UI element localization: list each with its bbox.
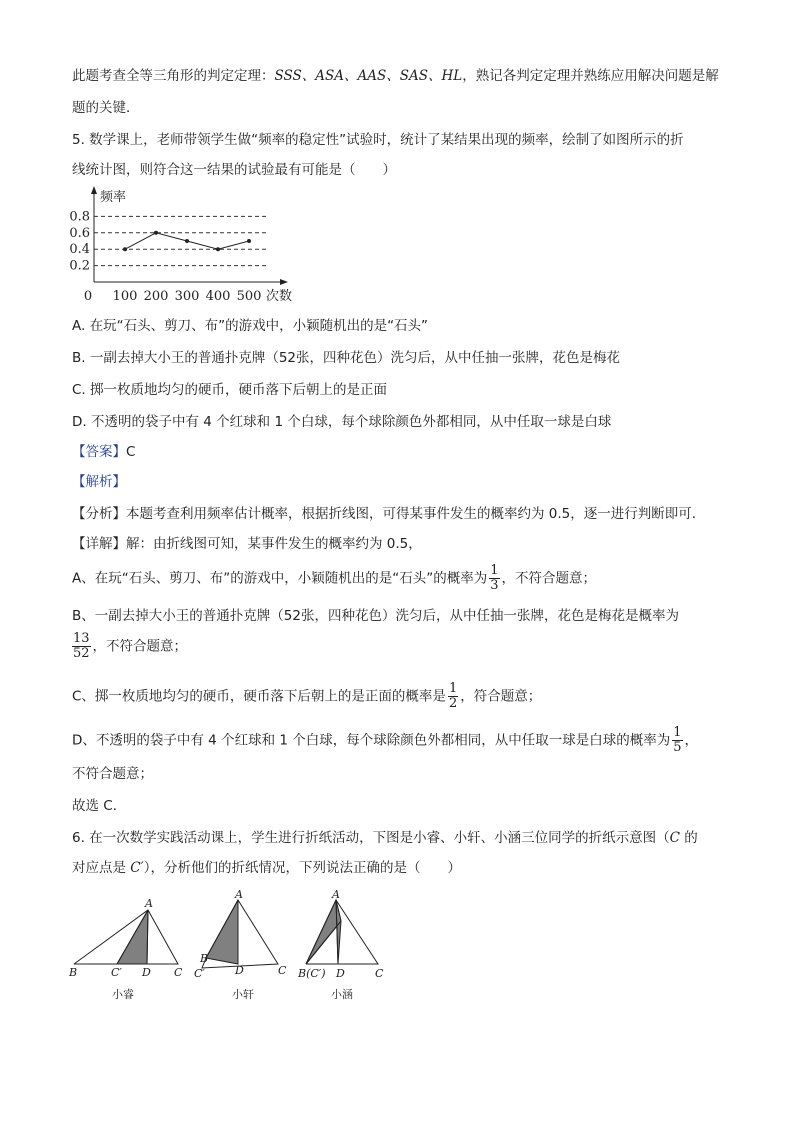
fig2-label-b: B bbox=[200, 952, 209, 965]
frac-num: 1 bbox=[673, 725, 682, 740]
q5-option-c: C. 掷一枚质地均匀的硬币，硬币落下后朝上的是正面 bbox=[72, 382, 388, 398]
figure-xiaoxuan bbox=[194, 888, 287, 1001]
frac-num: 1 bbox=[448, 681, 458, 696]
folding-figures bbox=[66, 886, 406, 1006]
fig3-label-a: A bbox=[332, 888, 340, 901]
point-c-prime: C′ bbox=[130, 860, 144, 876]
y-tick-label: 0.2 bbox=[69, 258, 90, 274]
intro-text-tail: ，熟记各判定定理并熟练应用解决问题是解 bbox=[462, 68, 719, 84]
x-tick-label: 400 bbox=[205, 289, 231, 304]
analysis-text: 本题考查利用频率估计概率，根据折线图，可得某事件发生的概率约为 0.5，逐一进行判断即可． bbox=[126, 506, 706, 522]
fig2-label-c: C bbox=[278, 964, 287, 977]
q5-detail-d bbox=[72, 726, 698, 755]
data-point bbox=[216, 247, 220, 251]
frac-num: 13 bbox=[73, 631, 90, 646]
origin-label: 0 bbox=[83, 289, 93, 304]
frac-den: 52 bbox=[73, 646, 90, 661]
fig1-label-d: D bbox=[142, 966, 151, 979]
q5-detail-a bbox=[72, 564, 596, 593]
intro-line-1 bbox=[72, 66, 719, 86]
q5-option-b: B. 一副去掉大小王的普通扑克牌（52张，四种花色）洗匀后，从中任抽一张牌，花色是梅花 bbox=[72, 350, 621, 366]
q5-answer bbox=[72, 442, 135, 462]
x-axis-arrow bbox=[280, 279, 288, 285]
q5-detail-c bbox=[72, 682, 541, 711]
fig1-label-a: A bbox=[145, 897, 153, 910]
fig3-label-d: D bbox=[336, 967, 345, 980]
q6-stem-text: 6. 在一次数学实践活动课上，学生进行折纸活动，下图是小睿、小轩、小涵三位同学的折纸示意图（ bbox=[72, 830, 670, 846]
q5-conclusion: 故选 C． bbox=[72, 798, 127, 814]
q5-detail-b-2 bbox=[72, 632, 187, 661]
fig2-label-d: D bbox=[235, 964, 244, 977]
detail-d-text: D、不透明的袋子中有 4 个红球和 1 个白球，每个球除颜色外都相同，从中任取一球是白球的概率为 bbox=[72, 732, 671, 749]
answer-tag: 【答案】 bbox=[72, 444, 126, 460]
x-axis-label: 次数 bbox=[266, 289, 293, 304]
fig1-caption: 小睿 bbox=[112, 988, 134, 1001]
q6-stem-line-1 bbox=[72, 828, 698, 848]
detail-c-text: C、掷一枚质地均匀的硬币，硬币落下后朝上的是正面的概率是 bbox=[72, 688, 446, 705]
intro-text: 此题考查全等三角形的判定定理： bbox=[72, 68, 275, 84]
data-point bbox=[123, 247, 127, 251]
answer-value: C bbox=[126, 444, 136, 460]
data-point bbox=[154, 231, 158, 235]
fraction-one-half bbox=[448, 682, 458, 711]
fig3-caption: 小涵 bbox=[331, 988, 353, 1001]
x-tick-label: 100 bbox=[112, 289, 138, 304]
detail-head: 【详解】 bbox=[72, 536, 126, 552]
q6-stem-line-2 bbox=[72, 858, 461, 878]
figure-xiaohan bbox=[297, 888, 384, 1001]
fig3-label-b-c-prime: B(C′) bbox=[298, 967, 326, 980]
detail-b-tail: ，不符合题意； bbox=[92, 638, 188, 655]
q5-detail bbox=[72, 534, 422, 554]
q5-option-d: D. 不透明的袋子中有 4 个红球和 1 个白球，每个球除颜色外都相同，从中任取一球是白球 bbox=[72, 414, 612, 430]
data-point bbox=[247, 239, 251, 243]
q5-detail-d-2: 不符合题意； bbox=[72, 766, 153, 782]
fig1-label-c: C bbox=[174, 966, 183, 979]
fig1-label-b: B bbox=[69, 966, 78, 979]
fig2-caption: 小轩 bbox=[232, 988, 254, 1001]
q6-stem2-text: 对应点是 bbox=[72, 860, 131, 876]
analysis-tag: 【解析】 bbox=[72, 474, 126, 490]
x-tick-label: 200 bbox=[143, 289, 169, 304]
fraction-13-52 bbox=[72, 632, 91, 661]
q5-analysis-tag bbox=[72, 472, 126, 492]
frac-den: 3 bbox=[490, 578, 499, 593]
fraction-one-third bbox=[489, 564, 499, 593]
detail-a-tail: ，不符合题意； bbox=[501, 570, 596, 587]
detail-c-tail: ，符合题意； bbox=[460, 688, 542, 705]
fig1-label-c-prime: C′ bbox=[111, 966, 122, 979]
frac-den: 5 bbox=[673, 740, 682, 755]
y-tick-label: 0.4 bbox=[69, 242, 90, 258]
y-tick-label: 0.8 bbox=[69, 209, 90, 225]
intro-line-2: 题的关键． bbox=[72, 100, 140, 116]
point-c: C bbox=[669, 830, 681, 846]
q5-analysis bbox=[72, 504, 705, 524]
frac-num: 1 bbox=[490, 563, 499, 578]
y-axis-arrow bbox=[91, 186, 97, 194]
x-tick-label: 300 bbox=[174, 289, 200, 304]
data-point bbox=[185, 239, 189, 243]
analysis-head: 【分析】 bbox=[72, 506, 126, 522]
detail-a-text: A、在玩“石头、剪刀、布”的游戏中，小颖随机出的是“石头”的概率为 bbox=[72, 570, 488, 587]
q6-stem2-tail: ），分析他们的折纸情况，下列说法正确的是（ ） bbox=[143, 860, 461, 876]
frequency-line-chart bbox=[66, 186, 306, 306]
y-axis-label: 频率 bbox=[100, 190, 127, 205]
detail-d-tail: ， bbox=[684, 732, 699, 749]
q5-stem-line-2: 线统计图，则符合这一结果的试验最有可能是（ ） bbox=[72, 162, 396, 178]
q5-detail-b: B、一副去掉大小王的普通扑克牌（52张，四种花色）洗匀后，从中任抽一张牌，花色是梅花是概率为 bbox=[72, 608, 679, 624]
x-tick-label: 500 bbox=[236, 289, 262, 304]
detail-text: 解：由折线图可知，某事件发生的概率约为 0.5， bbox=[126, 536, 422, 552]
frac-den: 2 bbox=[448, 696, 458, 711]
theorem-list: SSS、ASA、AAS、SAS、HL bbox=[274, 68, 463, 84]
fig3-label-c: C bbox=[375, 967, 384, 980]
q5-stem-line-1: 5. 数学课上，老师带领学生做“频率的稳定性”试验时，统计了某结果出现的频率，绘制了如图所示的折 bbox=[72, 132, 684, 148]
figure-xiaorui bbox=[68, 897, 183, 1001]
y-tick-label: 0.6 bbox=[69, 225, 90, 241]
fig2-label-a: A bbox=[235, 888, 243, 901]
fig3-shaded-left bbox=[306, 900, 341, 964]
fraction-one-fifth bbox=[672, 726, 682, 755]
fig2-label-c-prime: C′ bbox=[194, 967, 205, 980]
q6-stem-tail: 的 bbox=[680, 830, 698, 846]
fig3-triangle bbox=[306, 900, 378, 964]
q5-option-a: A. 在玩“石头、剪刀、布”的游戏中，小颖随机出的是“石头” bbox=[72, 318, 429, 334]
